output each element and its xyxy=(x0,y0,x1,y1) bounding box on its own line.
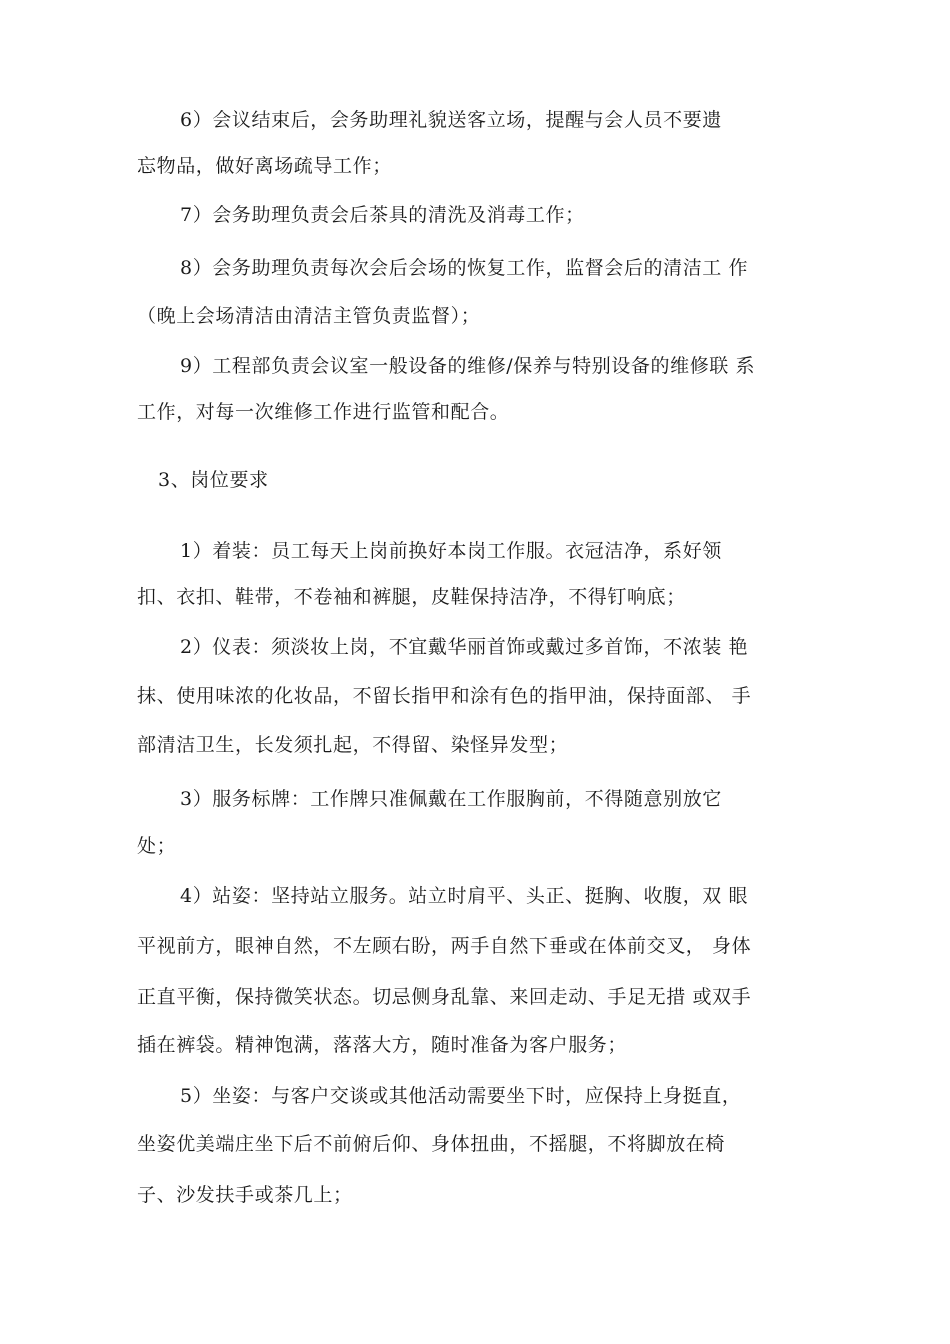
requirement-1-line-2: 扣、衣扣、鞋带，不卷袖和裤腿，皮鞋保持洁净，不得钉响底； xyxy=(137,586,686,608)
paragraph-9-line-1: 9）工程部负责会议室一般设备的维修/保养与特别设备的维修联 系 xyxy=(180,355,756,377)
paragraph-8-line-1: 8）会务助理负责每次会后会场的恢复工作，监督会后的清洁工 作 xyxy=(180,257,749,279)
paragraph-6-line-1: 6）会议结束后，会务助理礼貌送客立场，提醒与会人员不要遗 xyxy=(180,109,722,131)
requirement-3-line-2: 处； xyxy=(137,835,177,857)
paragraph-9-line-2: 工作，对每一次维修工作进行监管和配合。 xyxy=(137,401,510,423)
requirement-4-line-1: 4）站姿：坚持站立服务。站立时肩平、头正、挺胸、收腹，双 眼 xyxy=(180,885,749,907)
requirement-1-line-1: 1）着装：员工每天上岗前换好本岗工作服。衣冠洁净，系好领 xyxy=(180,540,722,562)
paragraph-8-line-2: （晚上会场清洁由清洁主管负责监督）； xyxy=(137,305,481,327)
requirement-2-line-2: 抹、使用味浓的化妆品，不留长指甲和涂有色的指甲油，保持面部、 手 xyxy=(137,685,752,707)
requirement-4-line-2: 平视前方，眼神自然，不左顾右盼，两手自然下垂或在体前交叉， 身体 xyxy=(137,935,752,957)
requirement-5-line-3: 子、沙发扶手或茶几上； xyxy=(137,1184,353,1206)
requirement-5-line-1: 5）坐姿：与客户交谈或其他活动需要坐下时，应保持上身挺直， xyxy=(180,1085,742,1107)
requirement-4-line-4: 插在裤袋。精神饱满，落落大方，随时准备为客户服务； xyxy=(137,1034,628,1056)
paragraph-7-line-1: 7）会务助理负责会后茶具的清洗及消毒工作； xyxy=(180,204,585,226)
paragraph-6-line-2: 忘物品，做好离场疏导工作； xyxy=(137,155,392,177)
requirement-5-line-2: 坐姿优美端庄坐下后不前俯后仰、身体扭曲，不摇腿，不将脚放在椅 xyxy=(137,1133,726,1155)
requirement-2-line-3: 部清洁卫生，长发须扎起，不得留、染怪异发型； xyxy=(137,734,569,756)
requirement-2-line-1: 2）仪表：须淡妆上岗，不宜戴华丽首饰或戴过多首饰，不浓装 艳 xyxy=(180,636,749,658)
section-heading: 3、岗位要求 xyxy=(158,469,269,491)
requirement-3-line-1: 3）服务标牌：工作牌只准佩戴在工作服胸前，不得随意别放它 xyxy=(180,788,722,810)
requirement-4-line-3: 正直平衡，保持微笑状态。切忌侧身乱靠、来回走动、手足无措 或双手 xyxy=(137,986,752,1008)
